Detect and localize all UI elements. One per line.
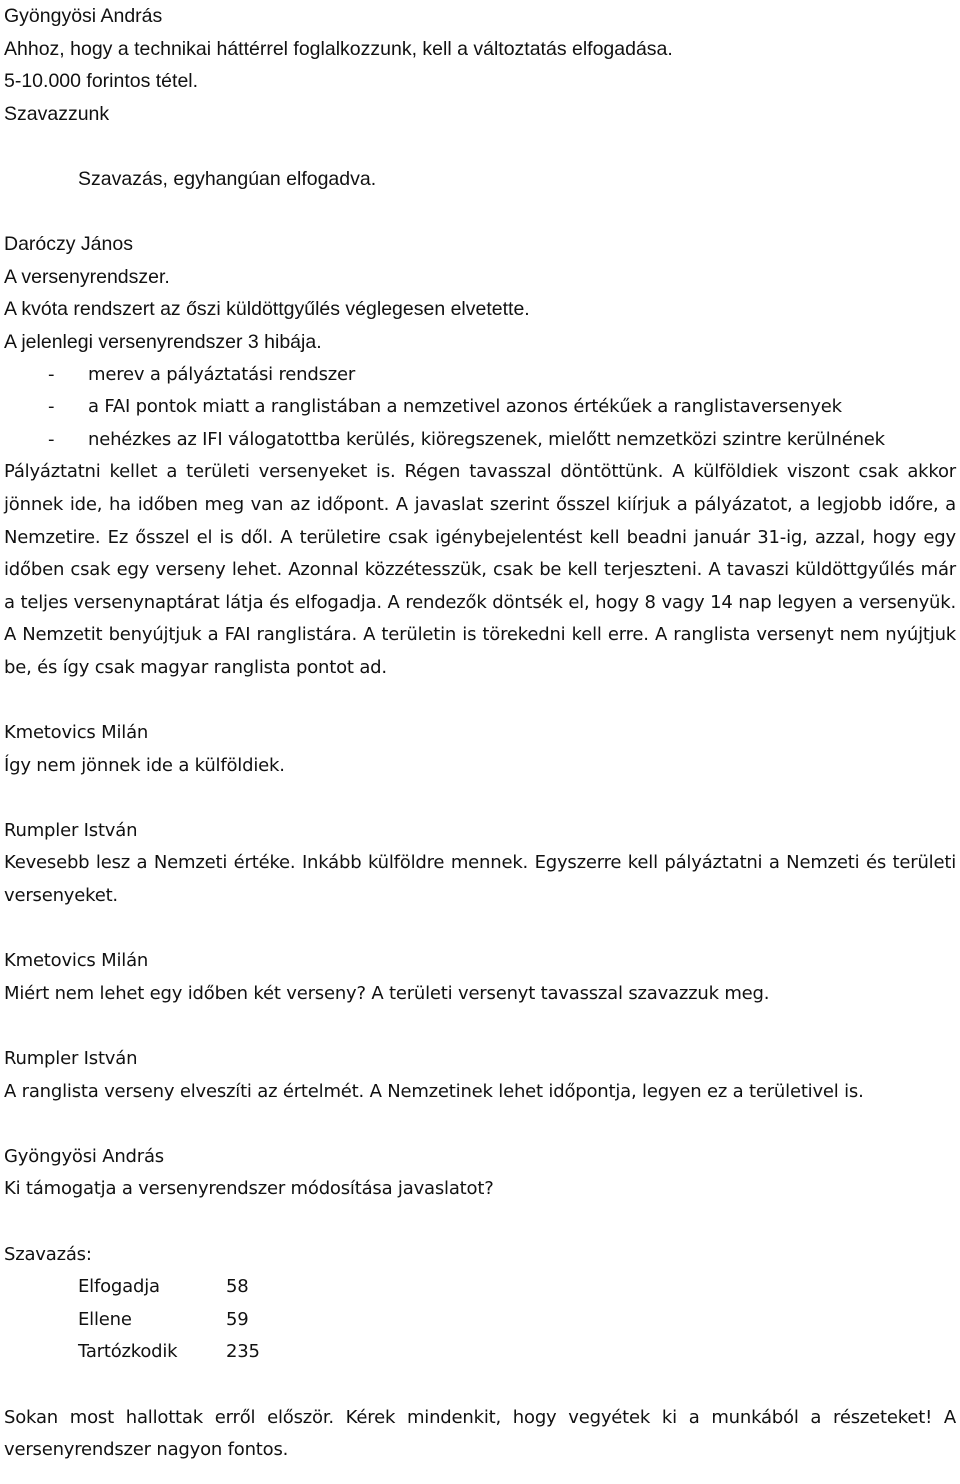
text-line: 5-10.000 forintos tétel. — [4, 70, 199, 93]
speaker-name: Gyöngyösi András — [4, 1145, 164, 1167]
vote-row — [4, 1336, 956, 1369]
vote-label: Ellene — [78, 1308, 132, 1330]
list-item-text: a FAI pontok miatt a ranglistában a nemzetivel azonos értékűek a ranglistaversenyek — [88, 396, 842, 418]
text-line: Szavazzunk — [4, 102, 110, 125]
dash-marker: - — [48, 396, 55, 418]
paragraph: Pályáztatni kellet a területi versenyeket is. Régen tavasszal döntöttünk. A külföldiek viszont csak akkor jönnek ide, ha időben meg van az időpont. A javaslat szerint ősszel kiírjuk a pályázatot, a legjobb időre, a Nemzetire. Ez ősszel el is dől. A területire csak igénybejelentést kell beadni január 31-ig, azzal, hogy egy időben csak egy verseny lehet. Azonnal közzétesszük, csak be kell terjeszteni. A tavaszi küldöttgyűlés már a teljes versenynaptárat látja és elfogadja. A rendezők döntsék el, hogy 8 vagy 14 nap legyen a versenyük. A Nemzetit benyújtjuk a FAI ranglistára. A területin is törekedni kell erre. A ranglista versenyt nem nyújtjuk be, és így csak magyar ranglista pontot ad. — [4, 461, 956, 678]
vote-count: 235 — [226, 1341, 260, 1363]
vote-row — [4, 1304, 956, 1337]
list-item — [4, 424, 956, 457]
statement: A ranglista verseny elveszíti az értelmét. A Nemzetinek lehet időpontja, legyen ez a területivel is. — [4, 1080, 864, 1102]
list-item-text: merev a pályáztatási rendszer — [88, 363, 356, 385]
spacer — [4, 130, 956, 163]
vote-heading: Szavazás: — [4, 1243, 92, 1265]
speaker-name: Gyöngyösi András — [4, 5, 163, 27]
dash-marker: - — [48, 428, 55, 450]
closing-paragraph: Sokan most hallottak erről először. Kérek mindenkit, hogy vegyétek ki a munkából a részeteket! A versenyrendszer nagyon fontos. — [4, 1406, 956, 1461]
vote-result: Szavazás, egyhangúan elfogadva. — [78, 167, 377, 190]
speaker-name: Daróczy János — [4, 233, 133, 256]
spacer — [4, 782, 956, 815]
document-page — [4, 0, 956, 1467]
text-line: Ahhoz, hogy a technikai háttérrel foglalkozzunk, kell a változtatás elfogadása. — [4, 37, 673, 60]
vote-label: Elfogadja — [78, 1276, 160, 1298]
text-line: A versenyrendszer. — [4, 265, 170, 288]
vote-label: Tartózkodik — [78, 1341, 178, 1363]
speaker-name: Rumpler István — [4, 819, 138, 841]
list-item — [4, 391, 956, 424]
statement: Így nem jönnek ide a külföldiek. — [4, 754, 285, 776]
vote-row — [4, 1271, 956, 1304]
spacer — [4, 684, 956, 717]
vote-count: 58 — [226, 1276, 249, 1298]
spacer — [4, 1108, 956, 1141]
statement: Kevesebb lesz a Nemzeti értéke. Inkább külföldre mennek. Egyszerre kell pályáztatni a Nemzeti és területi versenyeket. — [4, 852, 956, 907]
spacer — [4, 913, 956, 946]
list-item — [4, 359, 956, 392]
spacer — [4, 1206, 956, 1239]
spacer — [4, 1010, 956, 1043]
statement: Ki támogatja a versenyrendszer módosítása javaslatot? — [4, 1178, 494, 1200]
speaker-name: Kmetovics Milán — [4, 722, 149, 744]
dash-marker: - — [48, 363, 55, 385]
statement: Miért nem lehet egy időben két verseny? A területi versenyt tavasszal szavazzuk meg. — [4, 982, 770, 1004]
spacer — [4, 1369, 956, 1402]
vote-count: 59 — [226, 1308, 249, 1330]
list-item-text: nehézkes az IFI válogatottba kerülés, kiöregszenek, mielőtt nemzetközi szintre kerülnének — [88, 428, 885, 450]
text-line: A jelenlegi versenyrendszer 3 hibája. — [4, 330, 322, 353]
text-line: A kvóta rendszert az őszi küldöttgyűlés véglegesen elvetette. — [4, 298, 530, 321]
speaker-name: Rumpler István — [4, 1048, 138, 1069]
speaker-name: Kmetovics Milán — [4, 950, 149, 972]
spacer — [4, 196, 956, 229]
